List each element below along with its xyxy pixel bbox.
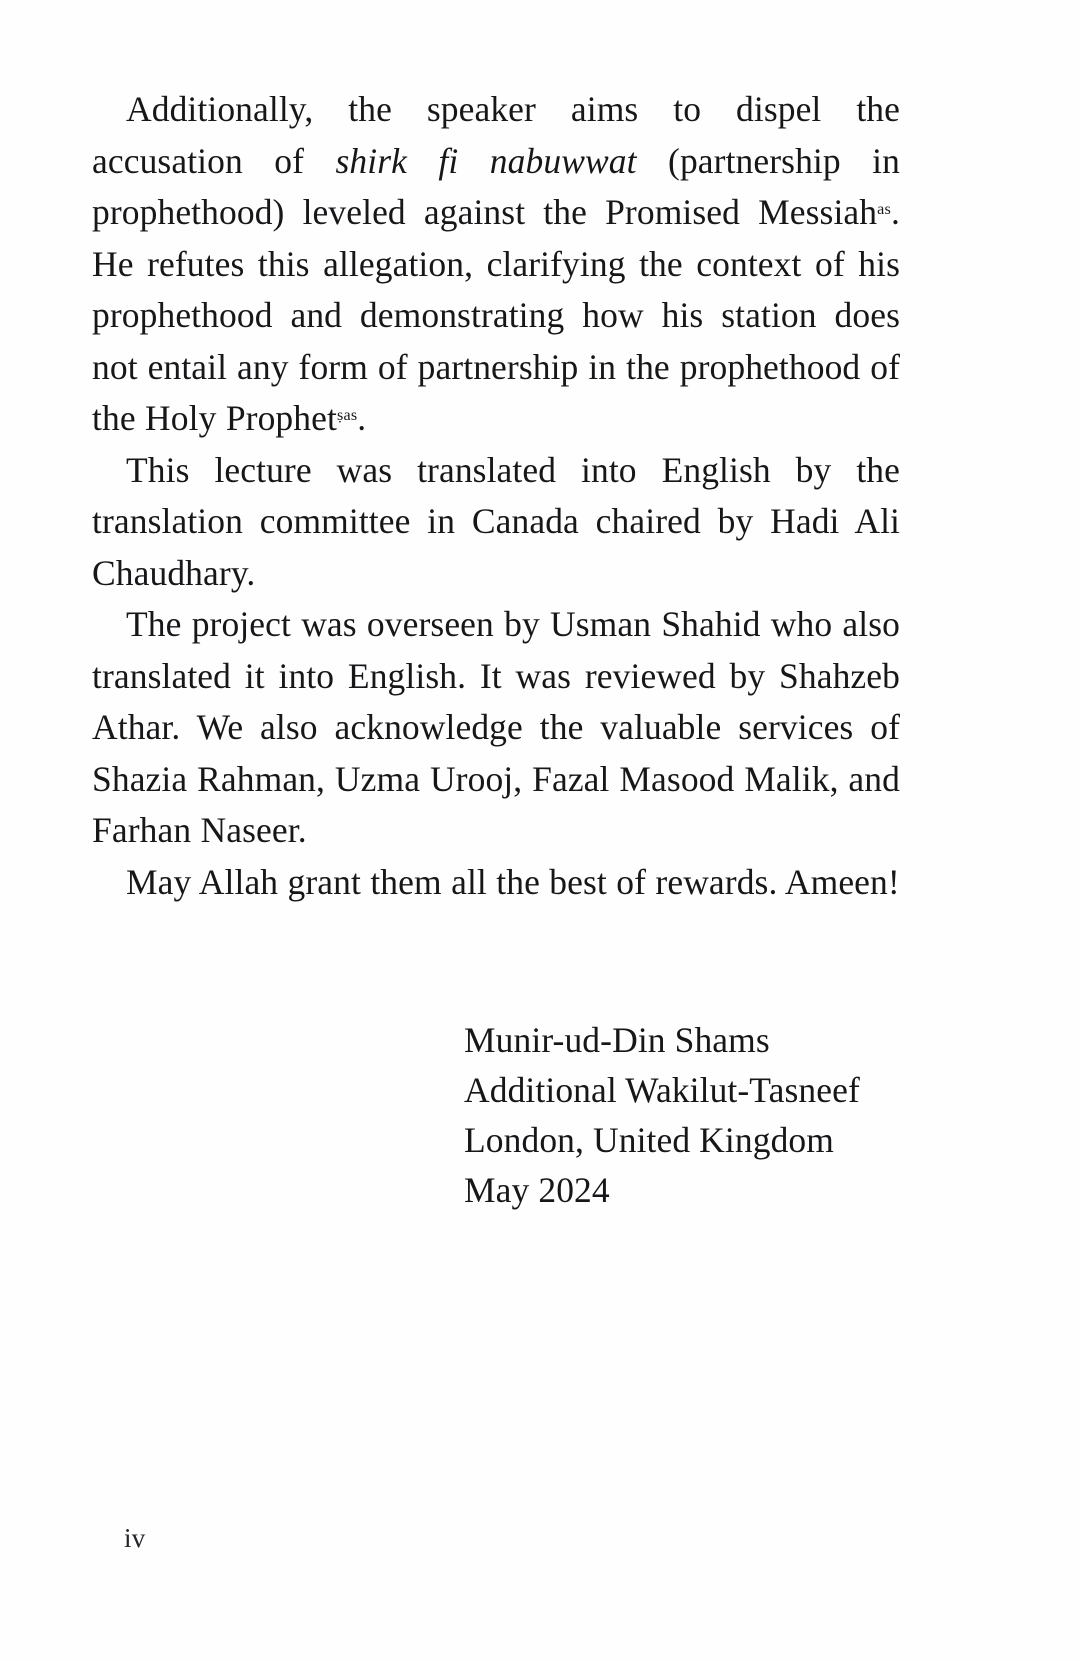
signature-line: London, United Kingdom <box>464 1120 834 1160</box>
text-run: The project was overseen by Usman Shahid who also translated it into English. It was reviewed by Shahzeb Athar. We also acknowledge the valuable services of Shazia Rahman, Uzma Urooj, Fazal Masood Malik, and Farhan Naseer. <box>92 604 900 850</box>
para-project-oversight <box>92 599 900 857</box>
text-run: . He refutes this allegation, clarifying the context of his prophethood and demonstrating how his station does not entail any form of partnership in the prophethood of the Holy Prophet <box>92 192 900 438</box>
honorific-superscript: as <box>877 201 892 218</box>
text-run: May Allah grant them all the best of rewards. Ameen! <box>126 861 900 902</box>
page-number-folio: iv <box>124 1523 146 1553</box>
para-translation-committee <box>92 445 900 600</box>
para-shirk-accusation <box>92 84 900 445</box>
para-closing-prayer <box>92 857 900 909</box>
text-run: (partnership in prophethood) leveled against the Promised Messiah <box>92 140 900 232</box>
text-run: . <box>357 398 367 438</box>
transliterated-term: shirk fi nabuwwat <box>335 140 637 181</box>
text-run: Additionally, the speaker aims to dispel the accusation of <box>92 89 900 181</box>
signature-line: Munir-ud-Din Shams <box>464 1020 770 1060</box>
text-run: This lecture was translated into English by the translation committee in Canada chaired by Hadi Ali Chaudhary. <box>92 449 900 593</box>
signature-line: May 2024 <box>464 1170 610 1210</box>
honorific-superscript: ṣas <box>336 407 358 424</box>
signature-block <box>464 1015 934 1215</box>
body-text-column <box>92 84 900 908</box>
signature-line: Additional Wakilut-Tasneef <box>464 1070 860 1110</box>
